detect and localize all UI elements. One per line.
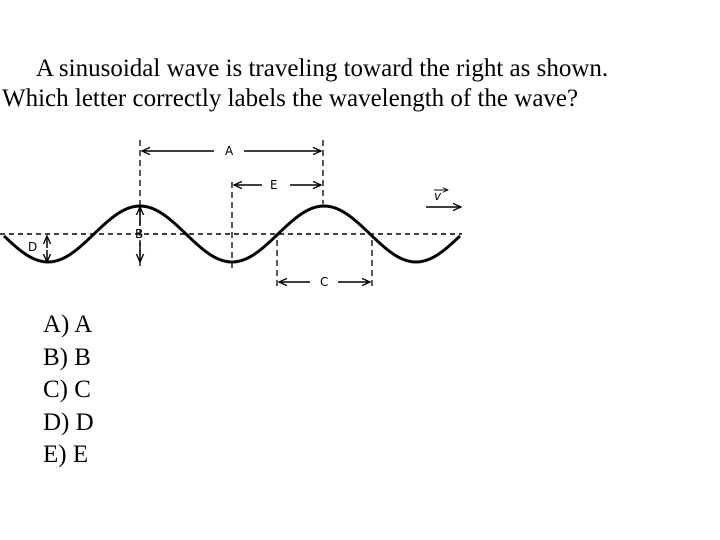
label-a: A	[225, 144, 234, 158]
label-e: E	[270, 178, 278, 192]
choice-b[interactable]: B) B	[43, 343, 91, 371]
choice-d[interactable]: D) D	[43, 408, 94, 436]
choice-e[interactable]: E) E	[43, 441, 89, 468]
label-b: B	[135, 227, 144, 241]
question-line-2: Which letter correctly labels the wavelength of the wave?	[2, 85, 579, 112]
choice-c[interactable]: C) C	[43, 376, 91, 403]
question-line-1: A sinusoidal wave is traveling toward the right as shown.	[36, 55, 609, 82]
label-c: C	[320, 275, 329, 289]
choice-a[interactable]: A) A	[43, 311, 93, 338]
velocity-label: v	[434, 189, 442, 203]
label-d: D	[28, 240, 38, 254]
wave-diagram	[0, 130, 480, 295]
answer-choices	[43, 309, 94, 472]
